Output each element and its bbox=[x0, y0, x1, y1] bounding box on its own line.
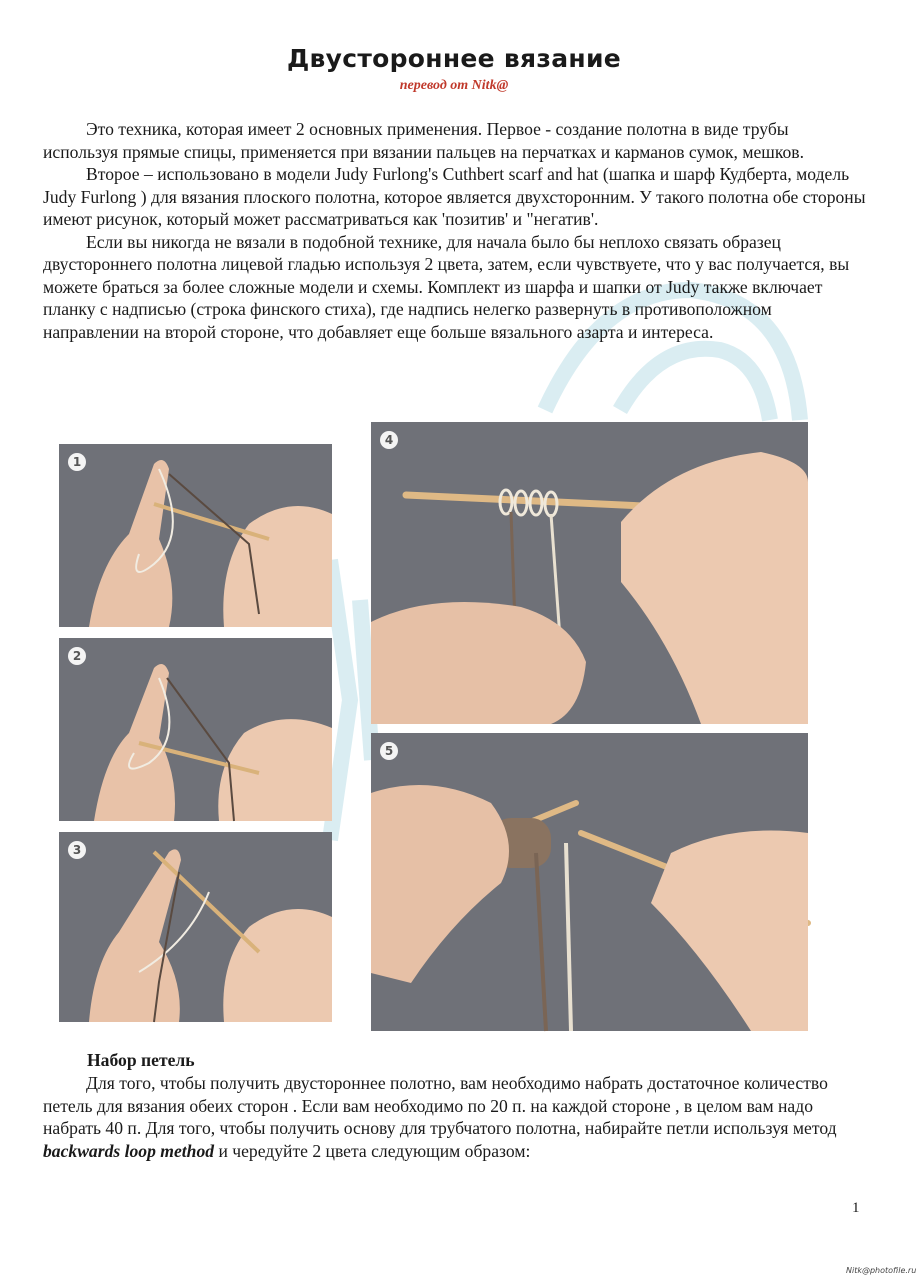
step-photo-5 bbox=[371, 733, 808, 1031]
hands-knitting-illustration bbox=[59, 638, 332, 821]
hands-knitting-illustration bbox=[371, 733, 808, 1031]
section-text-part: Для того, чтобы получить двустороннее полотно, вам необходимо набрать достаточное количество петель для вязания обеих сторон . Если вам необходимо по 20 п. на каждой стороне , в целом вам надо набрать 40 п. Для того, чтобы получить основу для трубчатого полотна, набирайте петли используя метод bbox=[43, 1073, 837, 1138]
step-badge: 1 bbox=[68, 453, 86, 471]
step-badge: 2 bbox=[68, 647, 86, 665]
page-number: 1 bbox=[852, 1200, 860, 1216]
intro-paragraph: Второе – использовано в модели Judy Furlong's Cuthbert scarf and hat (шапка и шарф Кудберта, модель Judy Furlong ) для вязания плоского полотна, которое является двухсторонним. У такого полотна обе стороны имеют рисунок, который может рассматриваться как 'позитив' и "негатив'. bbox=[43, 164, 866, 229]
section-text-part: и чередуйте 2 цвета следующим образом: bbox=[214, 1140, 531, 1161]
step-badge: 3 bbox=[68, 841, 86, 859]
intro-paragraph: Это техника, которая имеет 2 основных применения. Первое - создание полотна в виде трубы используя прямые спицы, применяется при вязании пальцев на перчатках и карманов сумок, мешков. bbox=[43, 119, 804, 162]
step-photo-1 bbox=[59, 444, 332, 627]
step-photo-3 bbox=[59, 832, 332, 1022]
hands-knitting-illustration bbox=[59, 832, 332, 1022]
watermark-credit: Nitk@photofile.ru bbox=[846, 1266, 916, 1275]
translation-credit: перевод от Nitk@ bbox=[399, 78, 509, 93]
section-text bbox=[43, 1072, 868, 1162]
step-badge: 5 bbox=[380, 742, 398, 760]
intro-text bbox=[43, 118, 868, 343]
section-paragraph bbox=[43, 1072, 868, 1162]
hands-knitting-illustration bbox=[371, 422, 808, 724]
step-badge: 4 bbox=[380, 431, 398, 449]
hands-knitting-illustration bbox=[59, 444, 332, 627]
intro-paragraph: Если вы никогда не вязали в подобной технике, для начала было бы неплохо связать образец двустороннего полотна лицевой гладью используя 2 цвета, затем, если чувствуете, что у вас получается, вы можете браться за более сложные модели и схемы. Комплект из шарфа и шапки от Judy также включает планку с надписью (строка финского стиха), где надпись нелегко развернуть в противоположном направлении на второй стороне, что добавляет еще больше вязального азарта и интереса. bbox=[43, 231, 850, 342]
page-title: Двустороннее вязание bbox=[286, 44, 622, 73]
method-name: backwards loop method bbox=[43, 1140, 215, 1161]
section-heading: Набор петель bbox=[87, 1050, 195, 1070]
step-photo-4 bbox=[371, 422, 808, 724]
step-photo-2 bbox=[59, 638, 332, 821]
